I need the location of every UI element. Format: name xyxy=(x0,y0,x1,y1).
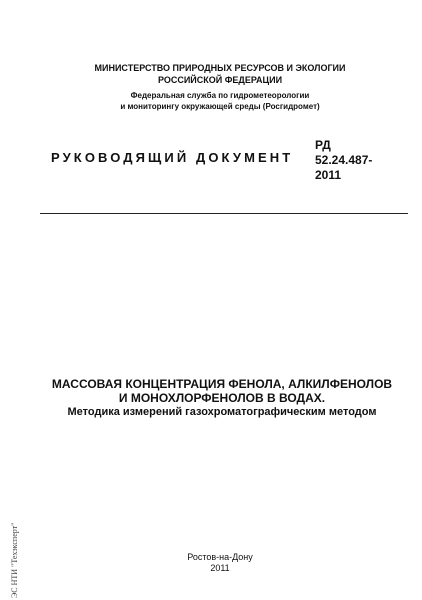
ministry-heading xyxy=(70,62,370,86)
document-code-line-2: 52.24.487- xyxy=(315,153,373,167)
ministry-line-1: МИНИСТЕРСТВО ПРИРОДНЫХ РЕСУРСОВ И ЭКОЛОГИИ xyxy=(94,63,346,73)
imprint-city: Ростов-на-Дону xyxy=(187,552,253,562)
watermark: ЭС НТИ "Техэксперт" xyxy=(10,522,19,598)
imprint-year: 2011 xyxy=(210,563,230,573)
title-line-1: МАССОВАЯ КОНЦЕНТРАЦИЯ ФЕНОЛА, АЛКИЛФЕНОЛОВ xyxy=(51,377,393,391)
document-code xyxy=(315,138,372,183)
document-subtitle: Методика измерений газохроматографическим методом xyxy=(67,406,377,418)
ministry-line-2: РОССИЙСКОЙ ФЕДЕРАЦИИ xyxy=(157,75,283,85)
document-code-line-3: 2011 xyxy=(315,168,342,182)
service-heading xyxy=(70,90,370,112)
document-code-line-1: РД xyxy=(315,138,331,152)
title-line-2: И МОНОХЛОРФЕНОЛОВ В ВОДАХ. xyxy=(118,391,326,405)
horizontal-divider xyxy=(40,213,408,214)
imprint xyxy=(120,552,320,574)
document-type: РУКОВОДЯЩИЙ ДОКУМЕНТ xyxy=(51,150,294,165)
document-title xyxy=(22,377,422,405)
service-line-2: и мониторингу окружающей среды (Росгидромет) xyxy=(120,102,320,111)
service-line-1: Федеральная служба по гидрометеорологии xyxy=(130,91,310,100)
